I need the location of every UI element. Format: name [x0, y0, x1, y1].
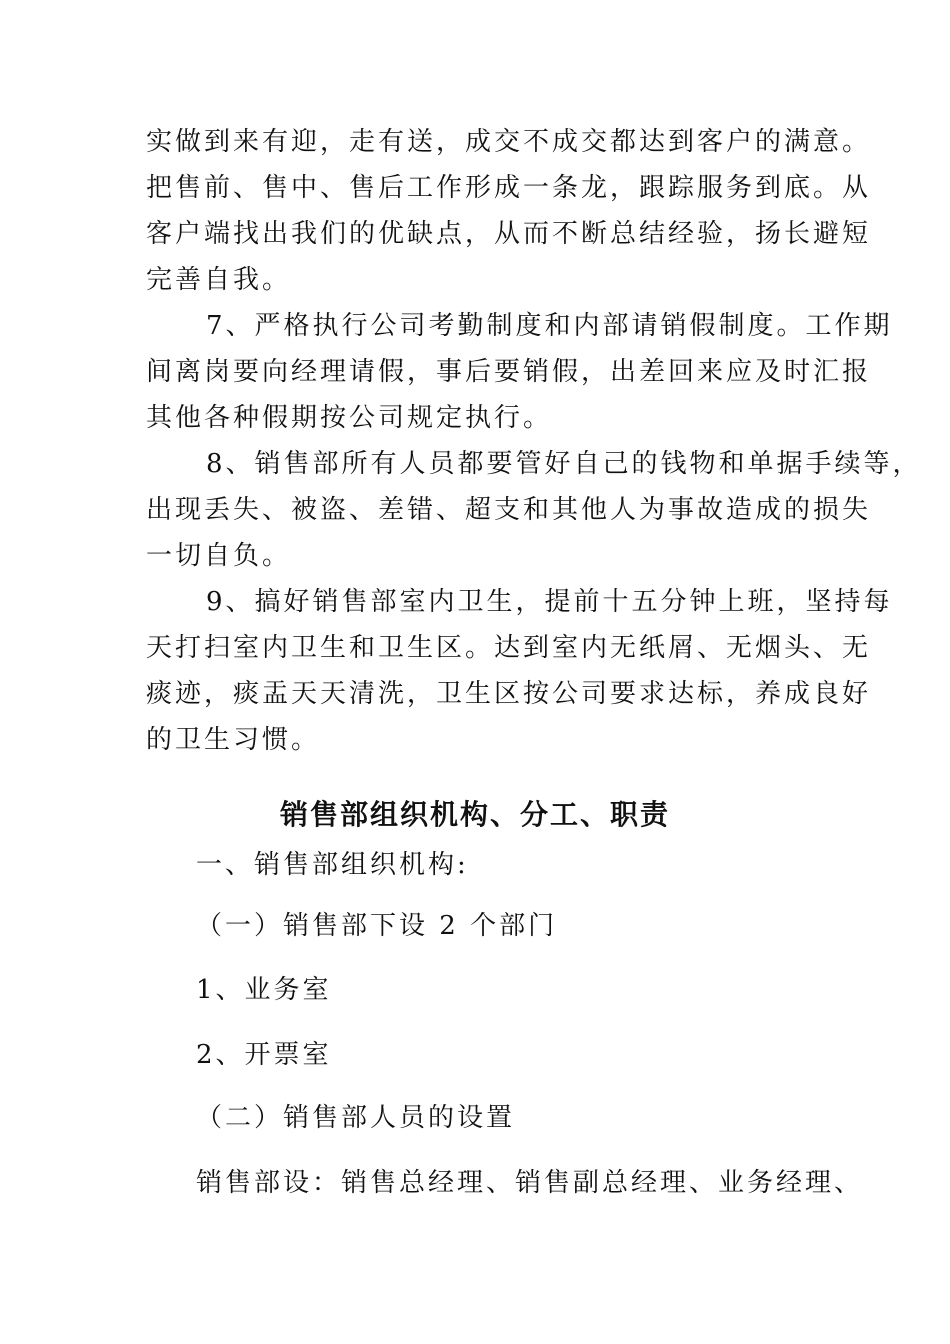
paragraph-line: 7、严格执行公司考勤制度和内部请销假制度。工作期	[206, 311, 893, 341]
section-item: 1、业务室	[196, 975, 332, 1005]
paragraph-line: 8、销售部所有人员都要管好自己的钱物和单据手续等，	[206, 449, 922, 479]
paragraph-line: 痰迹，痰盂天天清洗，卫生区按公司要求达标，养成良好	[146, 679, 872, 709]
paragraph-line: 完善自我。	[146, 265, 292, 295]
section-item: 2、开票室	[196, 1040, 332, 1070]
paragraph-line: 天打扫室内卫生和卫生区。达到室内无纸屑、无烟头、无	[146, 633, 872, 663]
section-item: 销售部设：销售总经理、销售副总经理、业务经理、	[196, 1168, 864, 1198]
paragraph-line: 一切自负。	[146, 541, 292, 571]
paragraph-line: 出现丢失、被盗、差错、超支和其他人为事故造成的损失	[146, 495, 872, 525]
section-item: （一）销售部下设 2 个部门	[196, 911, 558, 941]
paragraph-line: 其他各种假期按公司规定执行。	[146, 403, 553, 433]
section-item: （二）销售部人员的设置	[196, 1103, 516, 1133]
paragraph-line: 客户端找出我们的优缺点，从而不断总结经验，扬长避短	[146, 219, 872, 249]
paragraph-line: 实做到来有迎，走有送，成交不成交都达到客户的满意。	[146, 127, 872, 157]
section-item: 一、销售部组织机构:	[196, 850, 469, 880]
paragraph-line: 9、搞好销售部室内卫生，提前十五分钟上班，坚持每	[206, 587, 893, 617]
paragraph-line: 的卫生习惯。	[146, 725, 321, 755]
paragraph-line: 把售前、售中、售后工作形成一条龙，跟踪服务到底。从	[146, 173, 872, 203]
paragraph-line: 间离岗要向经理请假，事后要销假，出差回来应及时汇报	[146, 357, 872, 387]
section-title: 销售部组织机构、分工、职责	[279, 798, 670, 831]
